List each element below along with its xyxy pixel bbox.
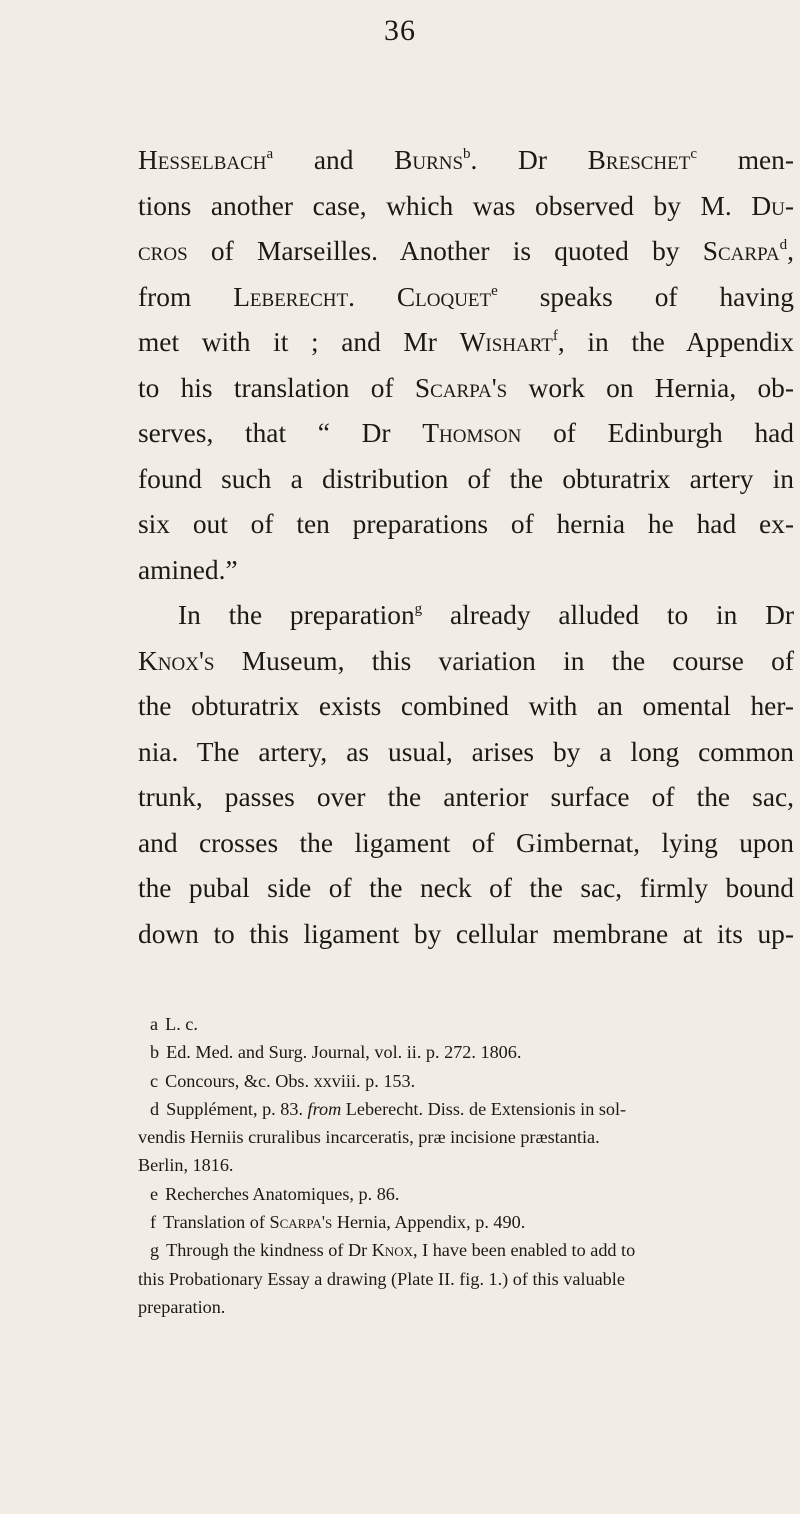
- text-line: the pubal side of the neck of the sac, firmly bound: [138, 873, 794, 903]
- text-line: down to this ligament by cellular membrane at its up-: [138, 918, 794, 949]
- text-line: amined.”: [138, 554, 238, 585]
- footnote-ref: c: [690, 146, 698, 162]
- footnote-b: b Ed. Med. and Surg. Journal, vol. ii. p. 272. 1806.: [150, 1042, 522, 1063]
- text-line: tions another case, which was observed by M. Du-: [138, 190, 794, 221]
- footnote-e: e Recherches Anatomiques, p. 86.: [150, 1183, 400, 1204]
- footnote-d-continued: vendis Herniis cruralibus incarceratis, præ incisione præstantia.: [138, 1127, 600, 1148]
- text-line: trunk, passes over the anterior surface of the sac,: [138, 782, 794, 812]
- text-line: the obturatrix exists combined with an omental her-: [138, 691, 794, 721]
- footnotes: [138, 1010, 794, 1321]
- text-line: six out of ten preparations of hernia he had ex-: [138, 509, 794, 539]
- text-line: and crosses the ligament of Gimbernat, lying upon: [138, 827, 794, 858]
- footnote-ref: e: [491, 282, 498, 299]
- footnote-d-continued: Berlin, 1816.: [138, 1155, 234, 1176]
- text-line: found such a distribution of the obturatrix artery in: [138, 463, 794, 494]
- paragraph: [138, 593, 794, 957]
- body-text: [138, 138, 794, 957]
- footnote-ref: a: [266, 146, 274, 162]
- footnote-ref: b: [463, 146, 471, 162]
- text-line: from Leberecht. Cloquet$^e$ speaks of having: [138, 281, 794, 312]
- footnote-ref: d: [779, 237, 788, 253]
- text-line: Hesselbach$^a$ and Burns$^b$. Dr Breschet$^c$ men-: [138, 145, 794, 175]
- page-number: 36: [384, 14, 416, 47]
- footnote-f: f Translation of Scarpa's Hernia, Appendix, p. 490.: [150, 1212, 526, 1233]
- paragraph: [138, 138, 794, 593]
- text-line: to his translation of Scarpa's work on Hernia, ob-: [138, 372, 794, 403]
- footnote-c: c Concours, &c. Obs. xxviii. p. 153.: [150, 1070, 416, 1091]
- text-line: In the preparation$^g$ already alluded to in Dr: [178, 600, 794, 630]
- text-line: met with it ; and Mr Wishart$^f$, in the Appendix: [138, 327, 794, 357]
- text-line: nia. The artery, as usual, arises by a long common: [138, 736, 794, 767]
- footnote-a: a L. c.: [150, 1014, 198, 1034]
- footnote-ref: f: [552, 328, 558, 344]
- footnote-g-continued: this Probationary Essay a drawing (Plate II. fig. 1.) of this valuable: [138, 1268, 625, 1289]
- footnote-d: d Supplément, p. 83. from Leberecht. Diss. de Extensionis in sol-: [150, 1098, 627, 1119]
- footnote-ref: g: [414, 601, 423, 617]
- text-line: cros of Marseilles. Another is quoted by Scarpa$^d$,: [138, 236, 794, 266]
- footnote-g-continued: preparation.: [138, 1296, 226, 1317]
- footnote-g: g Through the kindness of Dr Knox, I have been enabled to add to: [150, 1240, 636, 1261]
- text-line: serves, that “ Dr Thomson of Edinburgh had: [138, 418, 794, 448]
- text-line: Knox's Museum, this variation in the course of: [138, 645, 794, 676]
